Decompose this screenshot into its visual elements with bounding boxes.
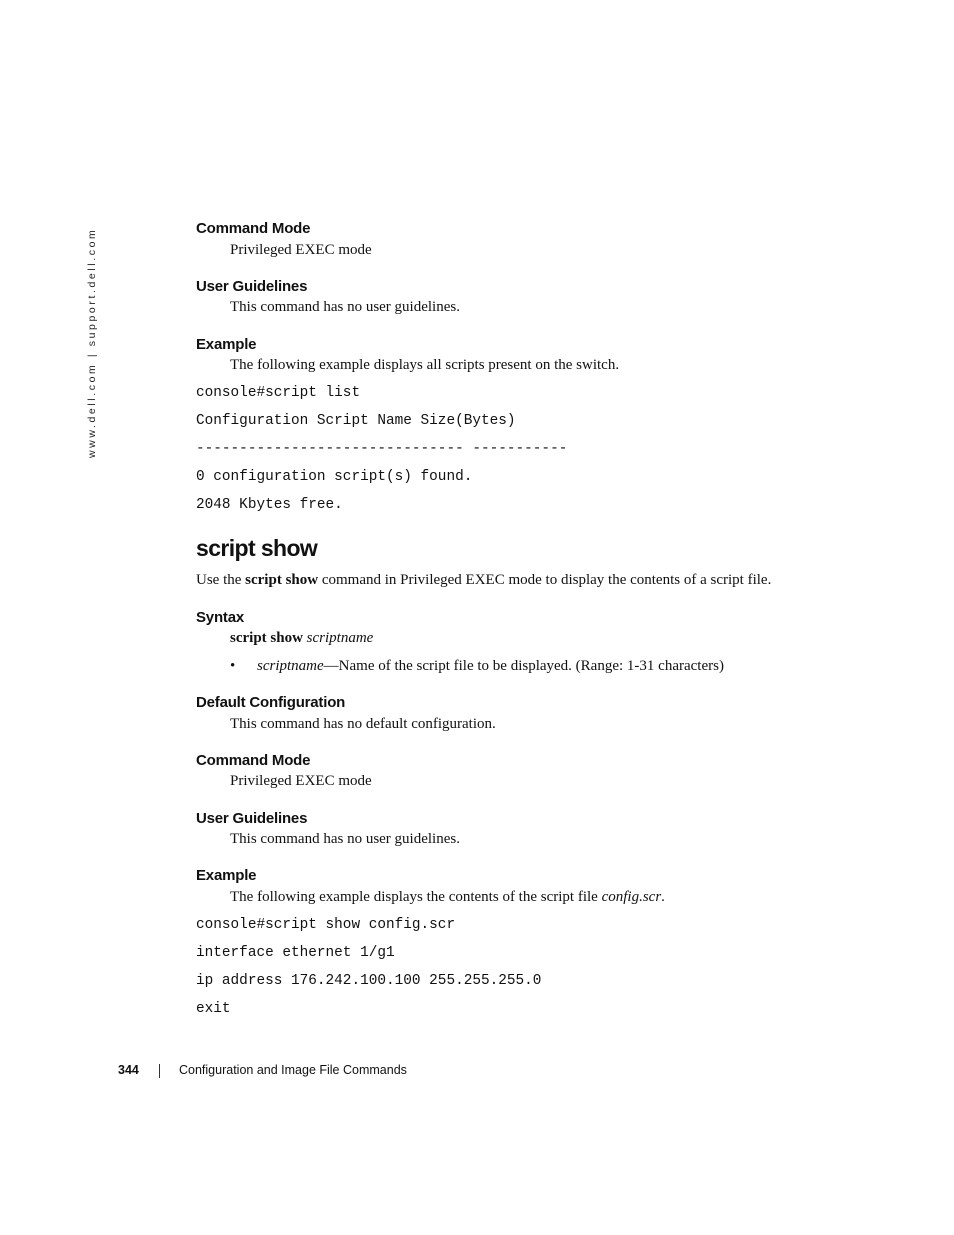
syntax-command: script show [230, 630, 303, 646]
code-line: exit [196, 1001, 231, 1017]
user-guidelines-text: This command has no user guidelines. [230, 831, 460, 847]
example-text [230, 888, 665, 906]
syntax-heading: Syntax [196, 609, 244, 626]
user-guidelines-heading: User Guidelines [196, 810, 308, 827]
intro-suffix: command in Privileged EXEC mode to display the contents of a script file. [318, 572, 772, 588]
command-mode-text: Privileged EXEC mode [230, 773, 372, 789]
footer-divider [159, 1064, 160, 1078]
side-url: www.dell.com | support.dell.com [86, 227, 98, 458]
code-line: Configuration Script Name Size(Bytes) [196, 413, 516, 429]
example-text-suffix: . [661, 889, 665, 905]
example-heading: Example [196, 336, 257, 353]
intro-paragraph [196, 571, 771, 589]
user-guidelines-text: This command has no user guidelines. [230, 299, 460, 315]
command-mode-heading: Command Mode [196, 220, 311, 237]
code-line: ------------------------------- ----------- [196, 441, 568, 457]
intro-command: script show [245, 572, 319, 588]
default-config-heading: Default Configuration [196, 694, 346, 711]
code-line: console#script show config.scr [196, 917, 456, 933]
chapter-title: Configuration and Image File Commands [179, 1063, 407, 1077]
section-title: script show [196, 535, 318, 561]
bullet-param: scriptname [257, 658, 324, 674]
command-mode-text: Privileged EXEC mode [230, 242, 372, 258]
bullet-item [257, 657, 724, 675]
code-line: 0 configuration script(s) found. [196, 469, 473, 485]
default-config-text: This command has no default configuration. [230, 716, 496, 732]
syntax-line [230, 629, 373, 647]
example-file: config.scr [601, 889, 662, 905]
page-number: 344 [118, 1063, 139, 1077]
code-line: interface ethernet 1/g1 [196, 945, 395, 961]
syntax-param: scriptname [306, 630, 374, 646]
example-text-prefix: The following example displays the contents of the script file [230, 889, 602, 905]
intro-prefix: Use the [196, 572, 246, 588]
bullet-symbol: • [230, 658, 236, 674]
bullet-text: —Name of the script file to be displayed. (Range: 1-31 characters) [323, 658, 724, 674]
example-text: The following example displays all scripts present on the switch. [230, 357, 620, 373]
example-heading: Example [196, 867, 257, 884]
code-line: ip address 176.242.100.100 255.255.255.0 [196, 973, 542, 989]
user-guidelines-heading: User Guidelines [196, 278, 308, 295]
command-mode-heading: Command Mode [196, 752, 311, 769]
code-line: 2048 Kbytes free. [196, 497, 343, 513]
code-line: console#script list [196, 385, 361, 401]
